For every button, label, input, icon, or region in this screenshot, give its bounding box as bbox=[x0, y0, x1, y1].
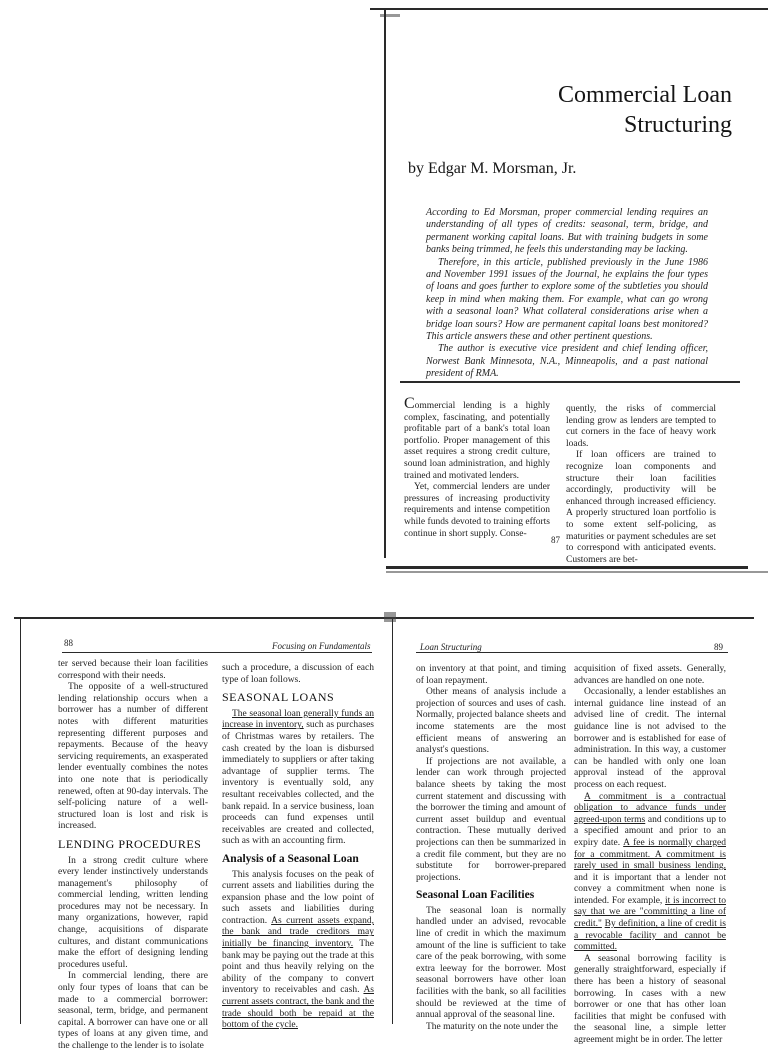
right-col1-paragraph-2: Other means of analysis include a projection of sources and uses of cash. Normally, projected balance sheets and income statements are the most efficient means of answering an analyst's questions. bbox=[416, 687, 566, 756]
drop-cap: C bbox=[404, 395, 415, 412]
left-col2-paragraph-2: The seasonal loan generally funds an increase in inventory, such as purchases of Christmas wares by retailers. The cash created by the loan is disbursed immediately to suppliers or after taking advantage of supplier terms. The inventory is eventually sold, any resultant receivables collected, and the bank repaid. In a service business, loan proceeds can fund expenses until receivables are created and collected, such as with an accounting firm. bbox=[222, 708, 374, 847]
right-col1-paragraph-4: The seasonal loan is normally handled under an advised, revocable line of credit in which the maximum amount of the line is sufficient to take care of the peak borrowing, with some extra leeway for the borrower. Most seasonal borrowers have other loan facilities with the bank, so all facilities should be reviewed at the time of annual approval of the seasonal line. bbox=[416, 905, 566, 1021]
article-title bbox=[470, 80, 732, 140]
left-col2-paragraph-3: This analysis focuses on the peak of current assets and liabilities during the expansion phase and the low point of such assets and liabilities during contraction. As current assets expand, the bank and trade creditors may initially be financing inventory. The bank may be paying out the trade at this point and thus heavily relying on the ability of the company to convert inventory to receivables and cash. As current assets contract, the bank and the trade should both be repaid at the bottom of the cycle. bbox=[222, 869, 374, 1031]
top-edge-scan-mark bbox=[380, 14, 400, 17]
left-page-column-2 bbox=[222, 663, 374, 1032]
upper-col2-paragraph-2: If loan officers are trained to recognize loan components and structure their loan facilities accordingly, productivity will be enhanced through increased efficiency. A properly structured loan portfolio is to some extent self-policing, as maturities or payment schedules are set to correspond with anticipated events. Customers are bet- bbox=[566, 450, 716, 565]
left-col1-paragraph-1: ter served because their loan facilities correspond with their needs. bbox=[58, 659, 208, 681]
left-col1-paragraph-4: In commercial lending, there are only four types of loans that can be made to a commercial borrower: seasonal, term, bridge, and permanent capital. A borrower can have one or all types of loans at any given time, and the challenge to the lender is to isolate bbox=[58, 971, 208, 1051]
left-page-column-1 bbox=[58, 659, 208, 1053]
gutter-line-lower bbox=[392, 619, 393, 1024]
right-col2-paragraph-2: Occasionally, a lender establishes an internal guidance line instead of an advised line of credit. The internal guidance line is not advised to the borrower and is established for ease of administration. In this way, a customer can be handled with only one loan approval instead of the approval process on each request. bbox=[574, 687, 726, 790]
right-col1-paragraph-5: The maturity on the note under the bbox=[426, 1021, 558, 1032]
lower-gutter-scan-mark bbox=[384, 612, 396, 622]
running-head-right: Loan Structuring bbox=[420, 642, 482, 652]
abstract-paragraph-2: Therefore, in this article, published previously in the June 1986 and November 1991 issues of the Journal, he explains the four types of loans and goes further to explore some of the subtleties you should keep in mind when making them. For example, what can go wrong with a seasonal loan? What collateral considerations arise when a bridge loan sours? How are permanent capital loans best monitored? This article answers these and other pertinent questions. bbox=[426, 256, 708, 343]
right-col1-paragraph-3: If projections are not available, a lender can work through projected balance sheets by taking the most current statement and discussing with the borrower the timing and amount of current asset buildup and eventual contraction. These mutually derived projections can then be summarized in a credit file comment, but they are no substitute for borrower-prepared projections. bbox=[416, 756, 566, 883]
top-edge-rule bbox=[370, 8, 768, 10]
left-page-header-rule bbox=[62, 652, 372, 653]
right-page-column-1 bbox=[416, 664, 566, 1033]
right-col1-paragraph-1: on inventory at that point, and timing of loan repayment. bbox=[416, 664, 566, 686]
heading-seasonal-loan-facilities: Seasonal Loan Facilities bbox=[416, 889, 535, 902]
upper-column-2 bbox=[566, 404, 716, 566]
author-byline: by Edgar M. Morsman, Jr. bbox=[408, 160, 577, 177]
upper-page-bottom-shadow bbox=[386, 571, 768, 573]
upper-page-bottom-edge bbox=[386, 566, 748, 569]
heading-analysis-seasonal-loan: Analysis of a Seasonal Loan bbox=[222, 852, 359, 865]
heading-lending-procedures: LENDING PROCEDURES bbox=[58, 836, 202, 851]
running-head-left: Focusing on Fundamentals bbox=[272, 641, 371, 651]
right-col2-paragraph-4: A seasonal borrowing facility is generally straightforward, especially if there has been a history of seasonal borrowing. In cases with a new borrower or one that has other loan facilities that might be confused with the seasonal line, a simple letter agreement might be in order. The letter bbox=[574, 953, 726, 1045]
left-page-edge bbox=[20, 619, 21, 1024]
heading-seasonal-loans: SEASONAL LOANS bbox=[222, 690, 335, 705]
right-page-column-2 bbox=[574, 664, 726, 1047]
left-col1-paragraph-3: In a strong credit culture where every lender instinctively understands management's philosophy of commercial lending, written lending procedures may not be necessary. In many organizations, however, rapid change, acquisitions of disparate cultures, and distant communications make the effort of designing lending procedures useful. bbox=[58, 855, 208, 970]
abstract-box bbox=[426, 207, 708, 381]
upper-col1-paragraph-2: Yet, commercial lenders are under pressures of increasing productivity requirements and intense competition while funds devoted to training efforts continue in short supply. Conse- bbox=[404, 482, 550, 539]
right-page-header-rule bbox=[416, 652, 728, 653]
page-number-87: 87 bbox=[551, 535, 560, 545]
abstract-paragraph-1: According to Ed Morsman, proper commercial lending requires an understanding of all types of credits: seasonal, term, bridge, and permanent working capital loans. But with training budgets in some banks being trimmed, he feels this understanding may be lacking. bbox=[426, 207, 708, 256]
page-number-88: 88 bbox=[64, 638, 73, 648]
article-title-line1: Commercial Loan bbox=[558, 82, 732, 108]
abstract-divider-rule bbox=[400, 381, 740, 383]
upper-col2-paragraph-1: quently, the risks of commercial lending grow as lenders are tempted to cut corners in the face of heavy work loads. bbox=[566, 404, 716, 449]
upper-column-1 bbox=[404, 395, 550, 540]
upper-col1-paragraph-1: Commercial lending is a highly complex, fascinating, and potentially profitable part of a bank's total loan portfolio. Proper management of this asset requires a strong credit culture, sound loan administration, and highly trained and motivated lenders. bbox=[404, 395, 550, 481]
abstract-paragraph-3: The author is executive vice president and chief lending officer, Norwest Bank Minnesota, N.A., Minneapolis, and a past national president of RMA. bbox=[426, 343, 708, 380]
left-col2-paragraph-1: such a procedure, a discussion of each type of loan follows. bbox=[222, 663, 374, 685]
page-number-89: 89 bbox=[714, 642, 723, 652]
left-col1-paragraph-2: The opposite of a well-structured lending relationship occurs when a borrower has a number of different notes with different maturities representing different purposes and repayments. Because of the heavy servicing requirements, an exasperated lender eventually combines the notes into one note that is periodically renewed, often at 90-day intervals. The self-policing nature of a well-structured loan is lost and risk is increased. bbox=[58, 682, 208, 832]
right-col2-paragraph-1: acquisition of fixed assets. Generally, advances are handled on one note. bbox=[574, 664, 726, 686]
gutter-line-upper bbox=[384, 10, 386, 558]
article-title-line2: Structuring bbox=[624, 112, 732, 138]
right-col2-paragraph-3: A commitment is a contractual obligation to advance funds under agreed-upon terms and conditions up to a specified amount and prior to an expiry date. A fee is normally charged for a commitment. A commitment is rarely used in small business lending, and it is important that a lender not convey a commitment when none is intended. For example, it is incorrect to say that we are "committing a line of credit." By definition, a line of credit is a revocable facility and cannot be committed. bbox=[574, 791, 727, 953]
